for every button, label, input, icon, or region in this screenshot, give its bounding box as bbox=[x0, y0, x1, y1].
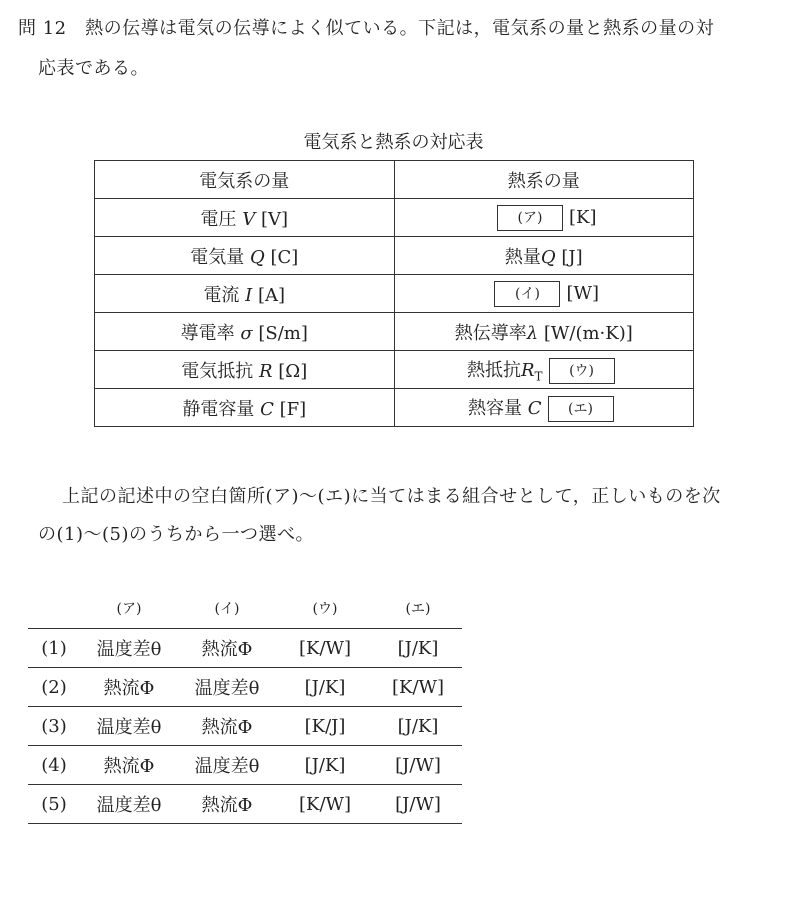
option-number: (2) bbox=[28, 668, 80, 707]
option-cell-e: [J/W] bbox=[374, 746, 462, 785]
table-row bbox=[95, 313, 694, 351]
option-cell-a: 温度差θ bbox=[80, 629, 178, 668]
option-cell-u: [J/K] bbox=[276, 668, 374, 707]
quantity-symbol: V bbox=[242, 208, 256, 230]
option-number: (5) bbox=[28, 785, 80, 824]
answer-options-table bbox=[28, 588, 462, 824]
quantity-name: 電圧 bbox=[200, 208, 243, 230]
quantity-unit: [W] bbox=[566, 282, 600, 304]
electric-cell bbox=[95, 351, 395, 389]
quantity-symbol: σ bbox=[240, 322, 253, 344]
options-header-i: (イ) bbox=[178, 588, 276, 629]
quantity-symbol: λ bbox=[526, 322, 539, 344]
options-header-blank bbox=[28, 588, 80, 629]
option-cell-u: [K/W] bbox=[276, 785, 374, 824]
quantity-symbol: R bbox=[258, 360, 273, 382]
option-cell-e: [J/W] bbox=[374, 785, 462, 824]
option-cell-e: [J/K] bbox=[374, 707, 462, 746]
option-number: (4) bbox=[28, 746, 80, 785]
electric-cell bbox=[95, 313, 395, 351]
option-cell-u: [J/K] bbox=[276, 746, 374, 785]
correspondence-table bbox=[94, 160, 694, 427]
option-cell-e: [K/W] bbox=[374, 668, 462, 707]
quantity-unit: [S/m] bbox=[252, 322, 308, 344]
table-header-row bbox=[95, 161, 694, 199]
thermal-cell bbox=[394, 389, 694, 427]
table-row bbox=[95, 199, 694, 237]
option-cell-e: [J/K] bbox=[374, 629, 462, 668]
quantity-unit: [Ω] bbox=[272, 360, 308, 382]
option-row-4[interactable] bbox=[28, 746, 462, 785]
quantity-unit: [J] bbox=[555, 246, 583, 268]
quantity-subscript: T bbox=[534, 369, 543, 384]
option-row-1[interactable] bbox=[28, 629, 462, 668]
quantity-unit: [K] bbox=[569, 206, 597, 228]
option-row-5[interactable] bbox=[28, 785, 462, 824]
option-number: (3) bbox=[28, 707, 80, 746]
option-cell-a: 温度差θ bbox=[80, 707, 178, 746]
quantity-unit: [F] bbox=[273, 398, 307, 420]
electric-cell bbox=[95, 237, 395, 275]
quantity-unit: [A] bbox=[252, 284, 286, 306]
question-text-line1: 問 12 熱の伝導は電気の伝導によく似ている。下記は，電気系の量と熱系の量の対 bbox=[18, 18, 715, 39]
quantity-name: 電気量 bbox=[190, 246, 250, 268]
quantity-name: 熱伝導率 bbox=[454, 322, 527, 344]
quantity-name: 導電率 bbox=[180, 322, 241, 344]
quantity-name: 電流 bbox=[203, 284, 246, 306]
option-cell-a: 温度差θ bbox=[80, 785, 178, 824]
quantity-symbol: Q bbox=[540, 246, 556, 268]
quantity-name: 熱抵抗 bbox=[466, 359, 521, 381]
quantity-symbol: R bbox=[520, 359, 535, 381]
electric-cell bbox=[95, 389, 395, 427]
options-header-u: (ウ) bbox=[276, 588, 374, 629]
quantity-symbol: I bbox=[245, 284, 253, 306]
quantity-unit: [W/(m·K)] bbox=[538, 322, 633, 344]
option-cell-i: 温度差θ bbox=[178, 746, 276, 785]
instruction-line1: 上記の記述中の空白箇所(ア)～(エ)に当てはまる組合せとして，正しいものを次 bbox=[62, 486, 721, 507]
table-caption: 電気系と熱系の対応表 bbox=[303, 132, 484, 153]
thermal-cell bbox=[394, 351, 694, 389]
blank-box-u: (ウ) bbox=[549, 358, 615, 384]
blank-box-i: (イ) bbox=[494, 281, 560, 307]
thermal-cell bbox=[394, 313, 694, 351]
thermal-cell bbox=[394, 237, 694, 275]
options-header-row bbox=[28, 588, 462, 629]
quantity-name: 電気抵抗 bbox=[181, 360, 259, 382]
options-header-a: (ア) bbox=[80, 588, 178, 629]
table-row bbox=[95, 237, 694, 275]
option-cell-u: [K/J] bbox=[276, 707, 374, 746]
blank-box-a: (ア) bbox=[497, 205, 563, 231]
quantity-symbol: C bbox=[260, 398, 274, 420]
instruction-line2: の(1)～(5)のうちから一つ選べ。 bbox=[38, 524, 314, 545]
blank-box-e: (エ) bbox=[548, 396, 614, 422]
option-cell-i: 熱流Φ bbox=[178, 785, 276, 824]
quantity-name: 熱量 bbox=[504, 246, 541, 268]
quantity-name: 静電容量 bbox=[182, 398, 261, 420]
quantity-symbol: C bbox=[527, 397, 542, 419]
option-cell-a: 熱流Φ bbox=[80, 746, 178, 785]
option-row-3[interactable] bbox=[28, 707, 462, 746]
option-cell-a: 熱流Φ bbox=[80, 668, 178, 707]
table-row bbox=[95, 351, 694, 389]
option-cell-i: 温度差θ bbox=[178, 668, 276, 707]
question-text-line2: 応表である。 bbox=[38, 58, 149, 79]
option-cell-u: [K/W] bbox=[276, 629, 374, 668]
quantity-unit: [C] bbox=[264, 246, 299, 268]
electric-cell bbox=[95, 275, 395, 313]
table-row bbox=[95, 389, 694, 427]
options-header-e: (エ) bbox=[374, 588, 462, 629]
option-row-2[interactable] bbox=[28, 668, 462, 707]
thermal-cell bbox=[394, 275, 694, 313]
quantity-unit: [V] bbox=[255, 208, 288, 230]
electric-cell bbox=[95, 199, 395, 237]
option-cell-i: 熱流Φ bbox=[178, 707, 276, 746]
option-cell-i: 熱流Φ bbox=[178, 629, 276, 668]
quantity-symbol: Q bbox=[249, 246, 265, 268]
thermal-cell bbox=[394, 199, 694, 237]
quantity-name: 熱容量 bbox=[467, 397, 528, 419]
table-row bbox=[95, 275, 694, 313]
header-electric: 電気系の量 bbox=[95, 161, 395, 199]
option-number: (1) bbox=[28, 629, 80, 668]
header-thermal: 熱系の量 bbox=[394, 161, 694, 199]
